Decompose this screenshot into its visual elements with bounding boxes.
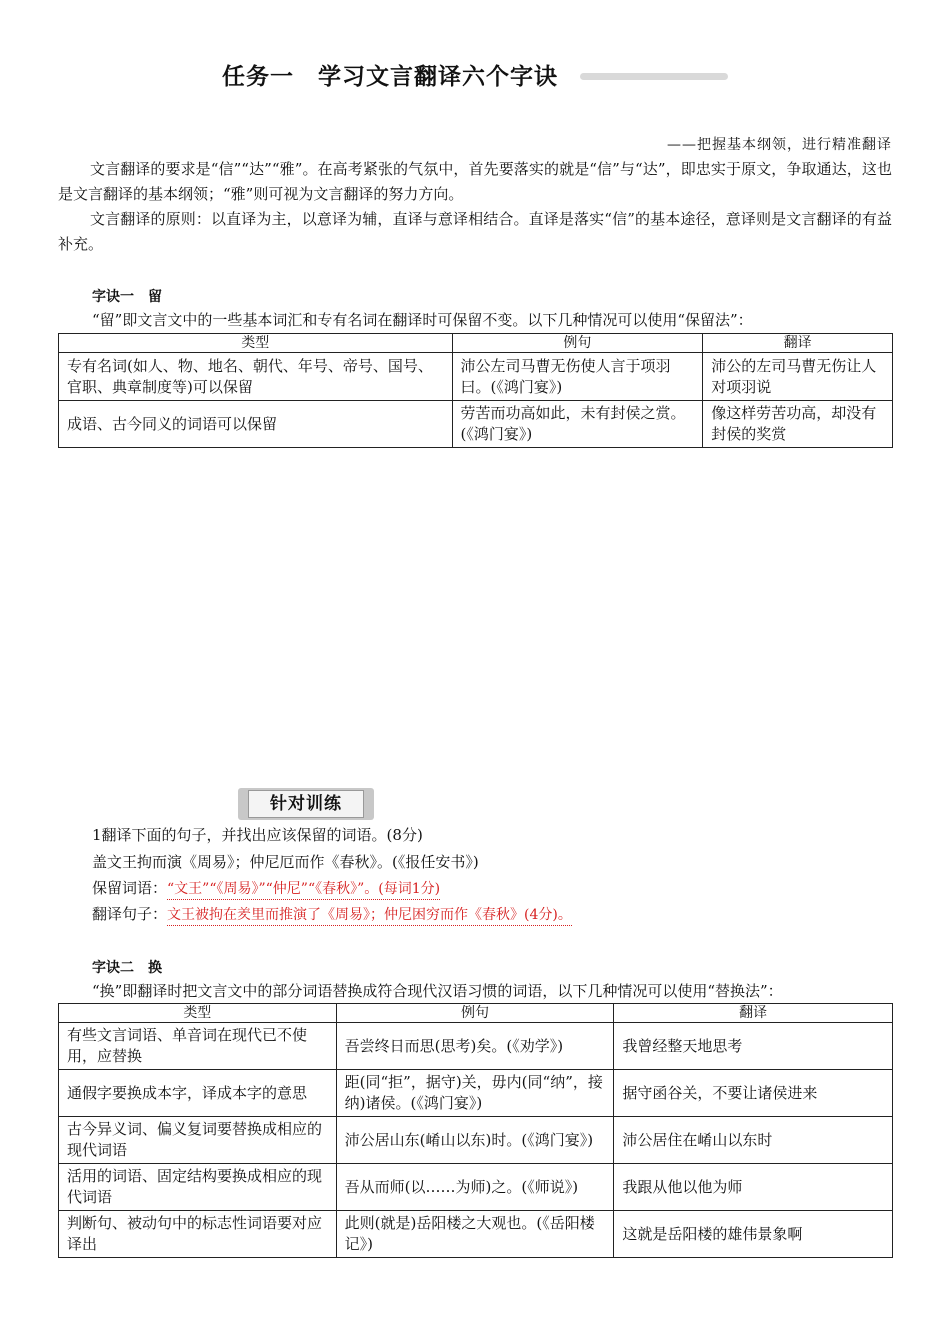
header-example: 例句 <box>336 1004 614 1023</box>
cell-example: 沛公左司马曹无伤使人言于项羽曰。(《鸿门宴》) <box>452 353 703 401</box>
header-example: 例句 <box>452 334 703 353</box>
title-decoration-bar <box>580 73 728 80</box>
table-row <box>59 1211 893 1258</box>
translation-label: 翻译句子： <box>92 905 168 923</box>
table-header-row <box>59 1004 893 1023</box>
table-row <box>59 1117 893 1164</box>
section1-heading: 字诀一 留 <box>92 289 162 305</box>
cell-example: 此则(就是)岳阳楼之大观也。(《岳阳楼记》) <box>336 1211 614 1258</box>
table-row <box>59 1164 893 1211</box>
cell-example: 距(同“拒”，据守)关，毋内(同“纳”，接纳)诸侯。(《鸿门宴》) <box>336 1070 614 1117</box>
cell-type: 古今异义词、偏义复词要替换成相应的现代词语 <box>59 1117 337 1164</box>
table-header-row <box>59 334 893 353</box>
header-translation: 翻译 <box>614 1004 893 1023</box>
cell-translation: 据守函谷关，不要让诸侯进来 <box>614 1070 893 1117</box>
section1-intro: “留”即文言文中的一些基本词汇和专有名词在翻译时可保留不变。以下几种情况可以使用“保留法”： <box>92 311 753 329</box>
cell-type: 有些文言词语、单音词在现代已不使用，应替换 <box>59 1023 337 1070</box>
cell-type: 成语、古今同义的词语可以保留 <box>59 401 453 448</box>
practice-question: 1翻译下面的句子，并找出应该保留的词语。(8分) <box>92 826 423 844</box>
cell-type: 专有名词(如人、物、地名、朝代、年号、帝号、国号、官职、典章制度等)可以保留 <box>59 353 453 401</box>
section1-table <box>58 333 893 448</box>
cell-example: 劳苦而功高如此，未有封侯之赏。(《鸿门宴》) <box>452 401 703 448</box>
cell-type: 通假字要换成本字，译成本字的意思 <box>59 1070 337 1117</box>
practice-badge-label: 针对训练 <box>248 790 364 818</box>
cell-translation: 沛公的左司马曹无伤让人对项羽说 <box>703 353 893 401</box>
header-translation: 翻译 <box>703 334 893 353</box>
table-row <box>59 401 893 448</box>
intro-paragraph-1: 文言翻译的要求是“信”“达”“雅”。在高考紧张的气氛中，首先要落实的就是“信”与“达”，即忠实于原文，争取通达，这也是文言翻译的基本纲领；“雅”则可视为文言翻译的努力方向。 <box>58 160 892 203</box>
translation-answer: 文王被拘在羑里而推演了《周易》；仲尼困穷而作《春秋》(4分)。 <box>167 907 572 926</box>
section2-heading: 字诀二 换 <box>92 960 162 976</box>
table-row <box>59 1023 893 1070</box>
cell-example: 沛公居山东(崤山以东)时。(《鸿门宴》) <box>336 1117 614 1164</box>
page-subtitle: ——把握基本纲领，进行精准翻译 <box>667 137 892 153</box>
cell-translation: 我跟从他以他为师 <box>614 1164 893 1211</box>
practice-badge <box>238 788 374 820</box>
cell-translation: 沛公居住在崤山以东时 <box>614 1117 893 1164</box>
cell-example: 吾尝终日而思(思考)矣。(《劝学》) <box>336 1023 614 1070</box>
header-type: 类型 <box>59 334 453 353</box>
keep-words-answer: “文王”“《周易》”“仲尼”“《春秋》”。(每词1分) <box>167 881 440 900</box>
section2-table <box>58 1003 893 1258</box>
cell-translation: 像这样劳苦功高，却没有封侯的奖赏 <box>703 401 893 448</box>
translation-line <box>92 903 572 924</box>
intro-paragraph-2: 文言翻译的原则：以直译为主，以意译为辅，直译与意译相结合。直译是落实“信”的基本途径，意译则是文言翻译的有益补充。 <box>58 210 892 253</box>
page-title: 任务一 学习文言翻译六个字诀 <box>222 64 558 90</box>
cell-translation: 我曾经整天地思考 <box>614 1023 893 1070</box>
section2-intro: “换”即翻译时把文言文中的部分词语替换成符合现代汉语习惯的词语，以下几种情况可以使用“替换法”： <box>92 982 783 1000</box>
keep-words-line <box>92 877 440 898</box>
practice-sentence: 盖文王拘而演《周易》；仲尼厄而作《春秋》。(《报任安书》) <box>92 853 479 871</box>
cell-example: 吾从而师(以……为师)之。(《师说》) <box>336 1164 614 1211</box>
cell-type: 判断句、被动句中的标志性词语要对应译出 <box>59 1211 337 1258</box>
cell-type: 活用的词语、固定结构要换成相应的现代词语 <box>59 1164 337 1211</box>
keep-words-label: 保留词语： <box>92 879 168 897</box>
table-row <box>59 1070 893 1117</box>
cell-translation: 这就是岳阳楼的雄伟景象啊 <box>614 1211 893 1258</box>
header-type: 类型 <box>59 1004 337 1023</box>
table-row <box>59 353 893 401</box>
